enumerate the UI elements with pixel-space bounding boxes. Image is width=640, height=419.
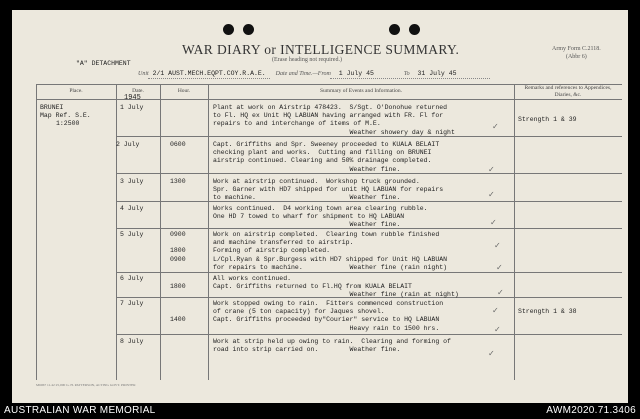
detachment-label: "A" DETACHMENT (76, 60, 131, 67)
to-label: To (403, 71, 410, 77)
from-date: 1 July 45 (338, 70, 374, 77)
remarks-header: Remarks and references to Appendices, Diaries, &c. (524, 85, 612, 98)
punch-hole (389, 24, 400, 35)
entry-date: 5 July (120, 231, 144, 238)
entry-text: Work on airstrip completed. Clearing town rubble finished and machine transferred to airstrip. Forming of airstrip completed. L/Cpl.Ryan & Spr.Burgess with HD7 shipped for Unit HQ LABUAN for repairs to machine. Weather fine (rain night) (213, 231, 448, 271)
pencil-tick-mark: ✓ (488, 349, 495, 358)
entry-date: 2 July (116, 141, 140, 148)
place-header: Place. (69, 88, 83, 94)
entry-hour: 0600 (170, 141, 186, 148)
pencil-tick-mark: ✓ (494, 325, 501, 334)
archive-credit: AUSTRALIAN WAR MEMORIAL (4, 405, 156, 416)
pencil-tick-mark: ✓ (496, 263, 503, 272)
unit-name: 2/1 AUST.MECH.EQPT.COY.R.A.E. (152, 70, 266, 77)
entry-text: Work stopped owing to rain. Fitters commenced construction of crane (5 ton capacity) for Jaques shovel. Capt. Griffiths proceeded by"Courier" service to HQ LABUAN Heavy rain to 1500 hrs. (213, 300, 444, 332)
entry-date: 8 July (120, 338, 144, 345)
entry-hour: 1800 (170, 283, 186, 291)
pencil-tick-mark: ✓ (488, 165, 495, 174)
unit-label: Unit (138, 71, 149, 77)
army-form-label (552, 45, 601, 61)
map-scale: 1:2500 (56, 120, 80, 127)
pencil-tick-mark: ✓ (490, 218, 497, 227)
entry-text: Work at strip held up owing to rain. Clearing and forming of road into strip carried on. Weather fine. (213, 338, 451, 354)
archive-reference: AWM2020.71.3406 (546, 405, 636, 416)
date-header: Date. (132, 88, 144, 94)
printer-imprint: M6067 11.42 25,000 G. H. PATTERSON, ACTING GOVT. PRINTER (36, 383, 136, 387)
summary-column-rule (208, 84, 209, 380)
remarks-column-rule (514, 84, 515, 380)
date-column-rule (116, 84, 117, 380)
entry-hour: 1300 (170, 178, 186, 185)
army-form-number: Army Form C.2118. (552, 46, 601, 52)
hour-column-rule (160, 84, 161, 380)
entry-date: 1 July (120, 104, 144, 111)
entry-text: Work at airstrip continued. Workshop truck grounded. Spr. Garner with HD7 shipped for unit HQ LABUAN for repairs to machine. Weather fine. (213, 178, 444, 202)
entry-remark: Strength 1 & 39 (518, 116, 577, 123)
pencil-tick-mark: ✓ (492, 122, 499, 131)
entry-text: All works continued. Capt. Griffiths returned to Fl.HQ from KUALA BELAIT Weather fine (rain at night) (213, 275, 459, 299)
entry-hour: 0900 1800 0900 (170, 231, 186, 263)
entry-date: 6 July (120, 275, 144, 282)
entry-remark: Strength 1 & 38 (518, 308, 577, 315)
row-rule (116, 334, 622, 335)
place-name: BRUNEI (40, 104, 64, 111)
year-label: 1945 (124, 94, 141, 102)
unit-row (138, 70, 457, 77)
entry-hour: 1400 (170, 316, 186, 324)
erase-note: (Erase heading not required.) (272, 57, 342, 63)
pencil-tick-mark: ✓ (494, 241, 501, 250)
date-underline (330, 78, 490, 79)
form-title: WAR DIARY or INTELLIGENCE SUMMARY. (182, 42, 460, 57)
date-label: Date and Time.—From (275, 71, 331, 77)
hour-header: Hour. (177, 88, 191, 94)
row-rule (116, 272, 622, 273)
army-form-sub: (Abbr 6) (565, 54, 587, 60)
entry-date: 4 July (120, 205, 144, 212)
entry-text: Works continued. D4 working town area clearing rubble. One HD 7 towed to wharf for shipment to HQ LABUAN Weather fine. (213, 205, 428, 229)
punch-hole (409, 24, 420, 35)
to-date: 31 July 45 (417, 70, 457, 77)
entry-date: 7 July (120, 300, 144, 307)
punch-hole (243, 24, 254, 35)
unit-underline (148, 78, 270, 79)
map-reference: Map Ref. S.E. (40, 112, 91, 119)
summary-header: Summary of Events and Information. (319, 88, 403, 94)
entry-date: 3 July (120, 178, 144, 185)
entry-text: Plant at work on Airstrip 478423. S/Sgt. O'Donohue returned to Fl. HQ ex Unit HQ LABUAN having arranged with FR. Fl for repairs to and interchange of items of M.E. Weather showery day & night (213, 104, 455, 136)
pencil-tick-mark: ✓ (497, 288, 504, 297)
punch-hole (223, 24, 234, 35)
pencil-tick-mark: ✓ (488, 190, 495, 199)
table-left-rule (36, 84, 37, 380)
pencil-tick-mark: ✓ (492, 306, 499, 315)
entry-text: Capt. Griffiths and Spr. Sweeney proceeded to KUALA BELAIT checking plant and works. Cutting and filling on BRUNEI airstrip continued. Clearing and 50% drainage completed. Weather fine. (213, 141, 440, 173)
